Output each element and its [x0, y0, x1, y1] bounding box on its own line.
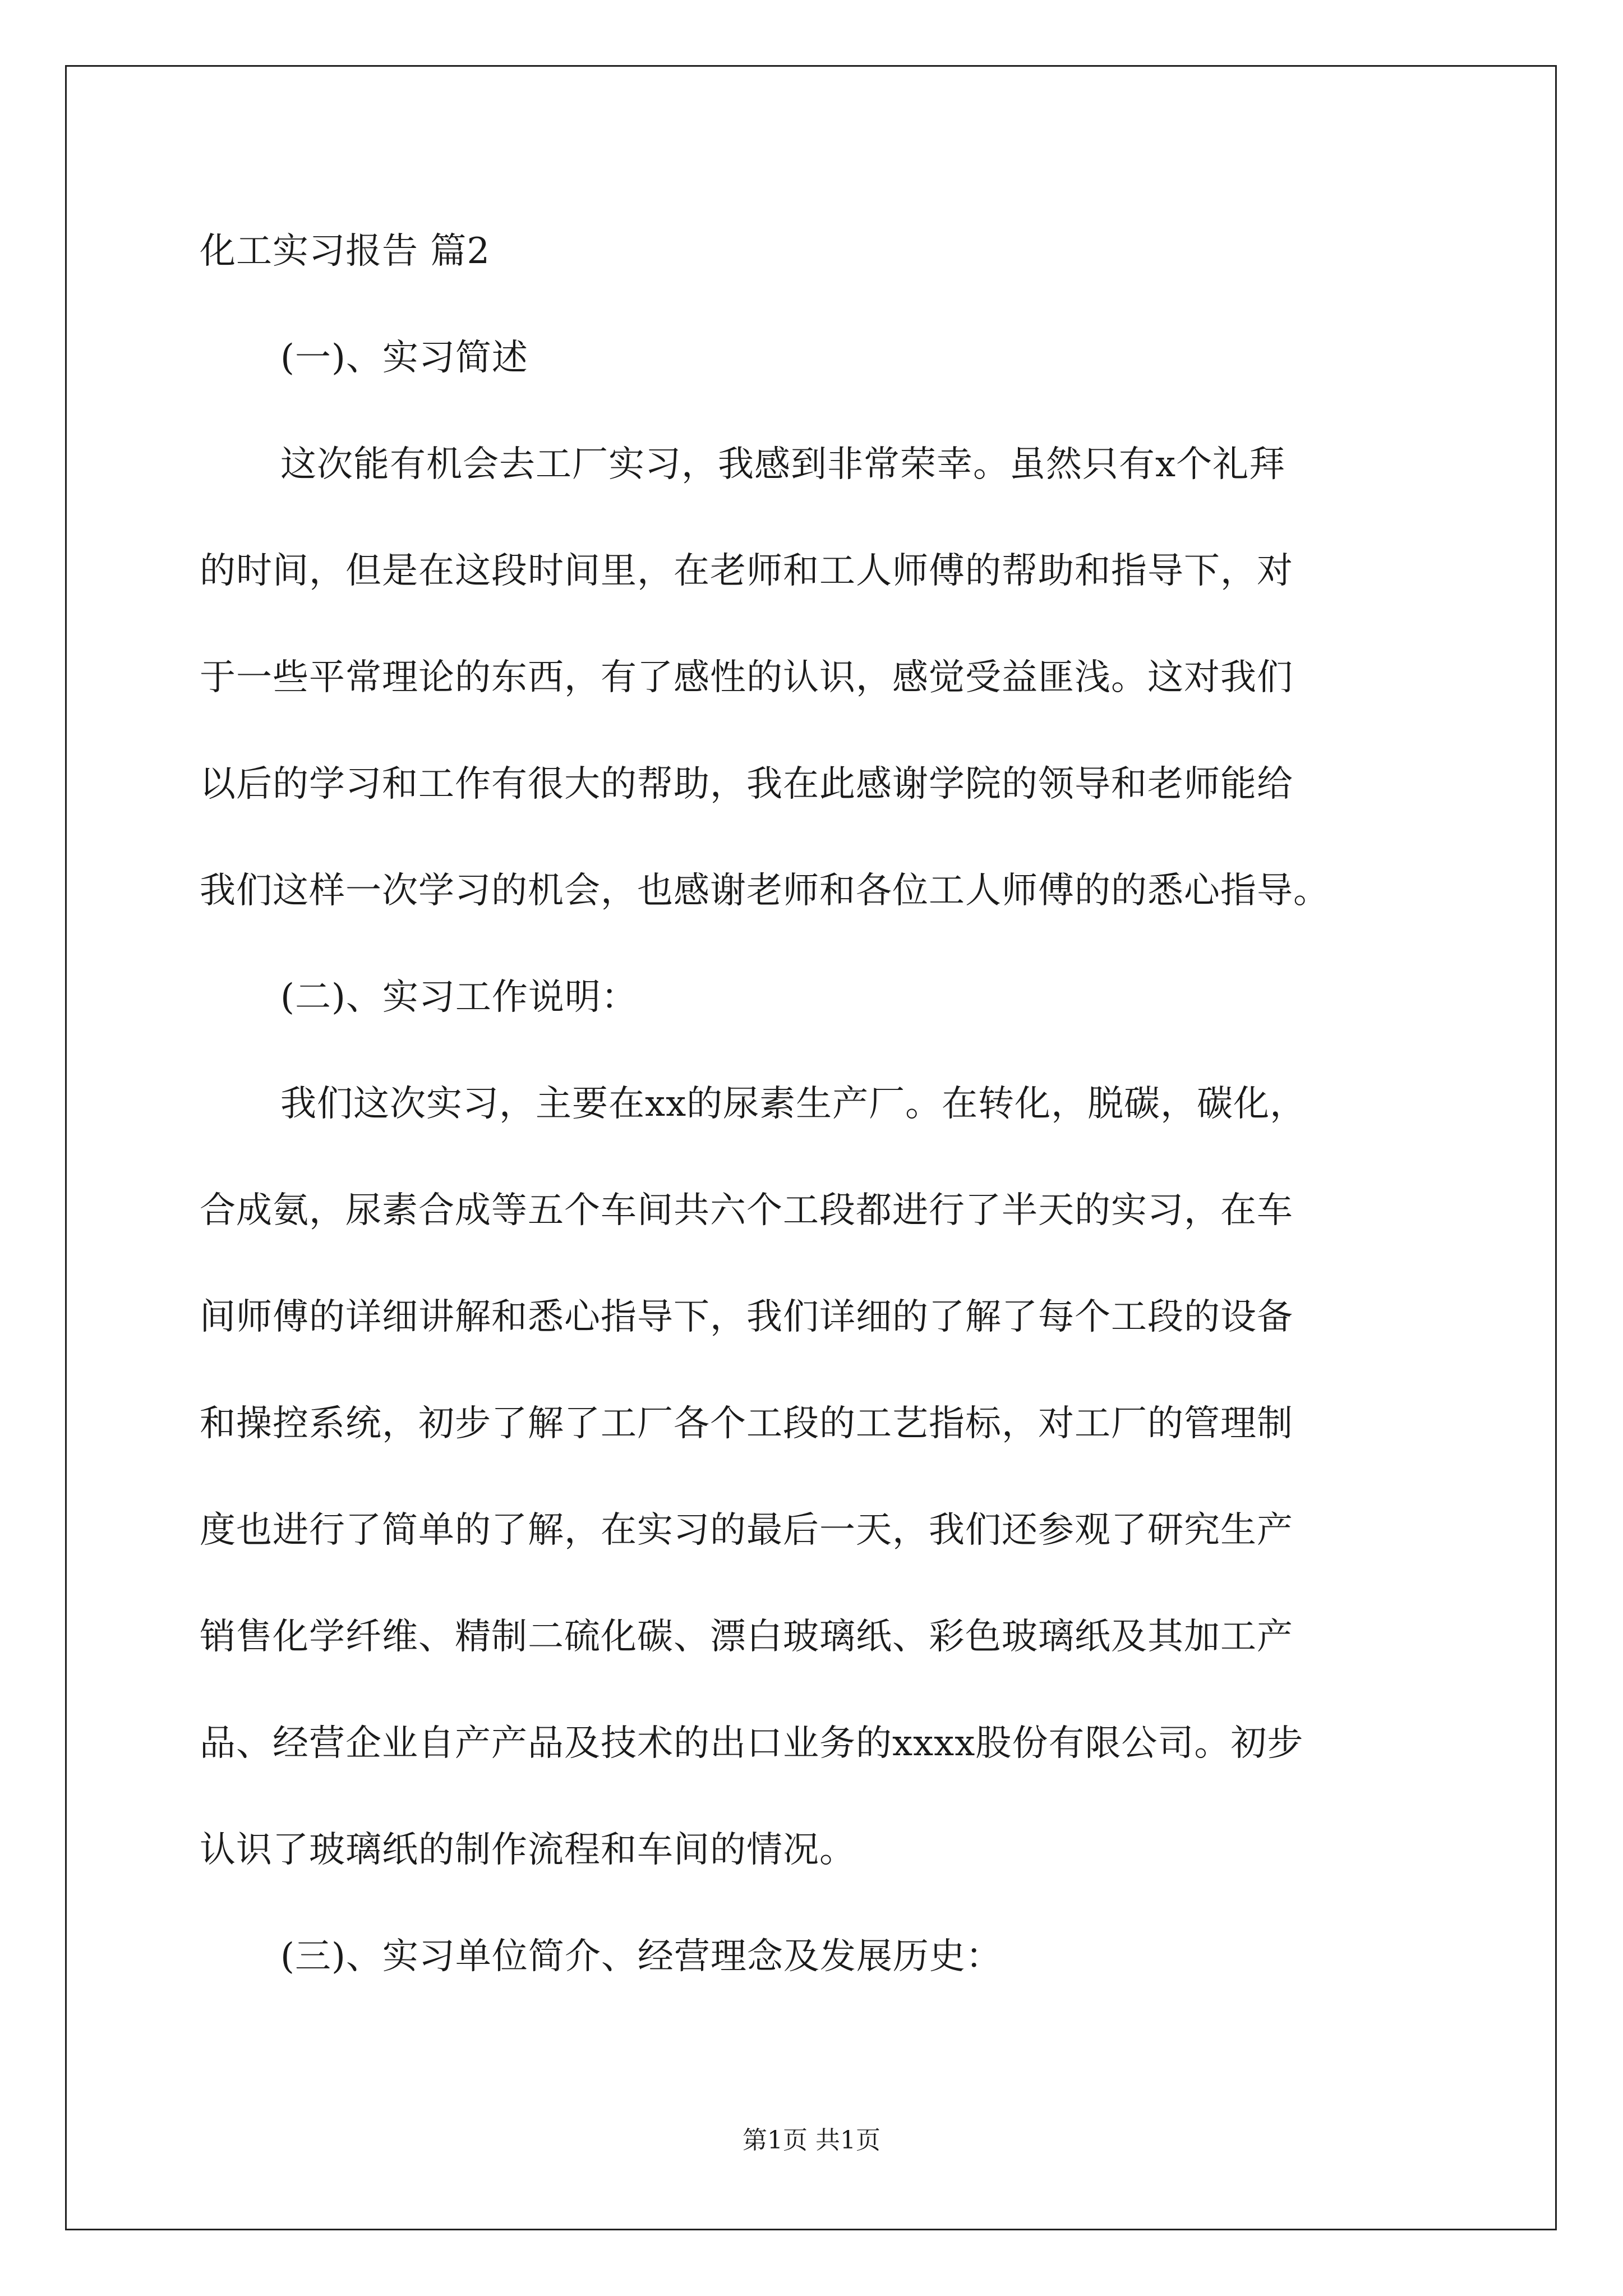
section-heading-2: (二)、实习工作说明： [280, 977, 638, 1018]
paragraph-line: 和操控系统，初步了解了工厂各个工段的工艺指标，对工厂的管理制 [200, 1403, 1293, 1444]
paragraph-line: 销售化学纤维、精制二硫化碳、漂白玻璃纸、彩色玻璃纸及其加工产 [200, 1616, 1293, 1658]
paragraph-line: 我们这样一次学习的机会，也感谢老师和各位工人师傅的的悉心指导。 [200, 870, 1330, 912]
paragraph-line: 认识了玻璃纸的制作流程和车间的情况。 [200, 1829, 856, 1871]
section-heading-3: (三)、实习单位简介、经营理念及发展历史： [280, 1936, 1002, 1977]
section-heading-1: (一)、实习简述 [280, 337, 528, 379]
document-body [200, 224, 1433, 2036]
paragraph-line: 于一些平常理论的东西，有了感性的认识，感觉受益匪浅。这对我们 [200, 657, 1293, 698]
document-title: 化工实习报告 篇2 [200, 231, 491, 272]
paragraph-line: 度也进行了简单的了解，在实习的最后一天，我们还参观了研究生产 [200, 1510, 1293, 1551]
paragraph-line: 以后的学习和工作有很大的帮助，我在此感谢学院的领导和老师能给 [200, 763, 1293, 805]
paragraph-line: 这次能有机会去工厂实习，我感到非常荣幸。虽然只有x个礼拜 [280, 444, 1286, 485]
paragraph-line: 的时间，但是在这段时间里，在老师和工人师傅的帮助和指导下，对 [200, 550, 1293, 592]
page-footer: 第1页 共1页 [743, 2126, 880, 2155]
paragraph-line: 我们这次实习，主要在xx的尿素生产厂。在转化，脱碳，碳化， [280, 1083, 1307, 1125]
paragraph-line: 间师傅的详细讲解和悉心指导下，我们详细的了解了每个工段的设备 [200, 1296, 1293, 1338]
paragraph-line: 品、经营企业自产产品及技术的出口业务的xxxx股份有限公司。初步 [200, 1723, 1304, 1764]
paragraph-line: 合成氨，尿素合成等五个车间共六个工段都进行了半天的实习，在车 [200, 1190, 1293, 1231]
